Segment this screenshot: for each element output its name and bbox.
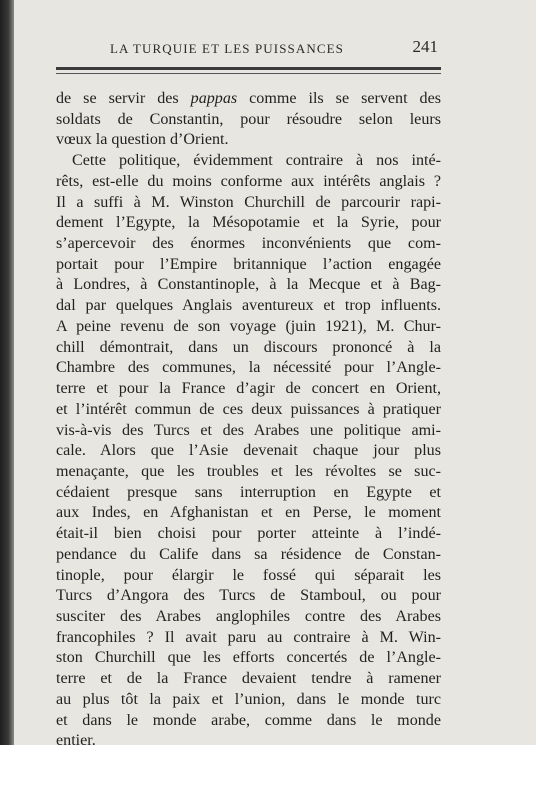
text-line: terre et de la France devaient tendre à ramener: [56, 670, 441, 688]
text-line: pendance du Calife dans sa résidence de Constan-: [56, 545, 441, 563]
text-line: soldats de Constantin, pour résoudre selon leurs: [56, 110, 441, 128]
text-line: dal par quelques Anglais aventureux et trop influents.: [56, 297, 441, 315]
text-line: rêts, est-elle du moins conforme aux intérêts anglais ?: [56, 172, 441, 190]
text-line: au plus tôt la paix et l’union, dans le monde turc: [56, 690, 441, 708]
italic-word: pappas: [190, 90, 238, 107]
text-line: vœux la question d’Orient.: [56, 131, 229, 149]
text-line: tinople, pour élargir le fossé qui séparait les: [56, 566, 441, 584]
text-line: dement l’Egypte, la Mésopotamie et la Syrie, pour: [56, 214, 441, 232]
text-line: A peine revenu de son voyage (juin 1921), M. Chur-: [56, 317, 441, 335]
text-line: Chambre des communes, la nécessité pour l’Angle-: [56, 359, 441, 377]
text-line: à Londres, à Constantinople, à la Mecque et à Bag-: [56, 276, 441, 294]
scan-binding-edge: [0, 0, 14, 745]
text-line: terre et pour la France d’agir de concert en Orient,: [56, 380, 441, 398]
text-line: cale. Alors que l’Asie devenait chaque jour plus: [56, 442, 441, 460]
text-line: cédaient presque sans interruption en Egypte et: [56, 483, 441, 501]
text-line: entier.: [56, 732, 96, 750]
text-line: aux Indes, en Afghanistan et en Perse, le moment: [56, 504, 441, 522]
text-line: et l’intérêt commun de ces deux puissances à pratiquer: [56, 400, 441, 418]
text-line: et dans le monde arabe, comme dans le monde: [56, 711, 441, 729]
page-header: [110, 38, 438, 58]
text-line: menaçante, que les troubles et les révoltes se suc-: [56, 462, 441, 480]
text-line: de se servir des pappas comme ils se servent des: [56, 90, 441, 107]
running-title: LA TURQUIE ET LES PUISSANCES: [110, 41, 345, 56]
body-text: [56, 89, 441, 752]
text-line: s’apercevoir des énormes inconvénients que com-: [56, 235, 441, 253]
header-rule-thin: [56, 73, 441, 74]
page-number: 241: [412, 37, 438, 56]
text-line: francophiles ? Il avait paru au contraire à M. Win-: [56, 628, 441, 646]
text-line: ston Churchill que les efforts concertés de l’Angle-: [56, 649, 441, 667]
book-page: [14, 0, 536, 750]
text-line: chill démontrait, dans un discours prononcé à la: [56, 338, 441, 356]
text-line: Turcs d’Angora des Turcs de Stamboul, ou pour: [56, 587, 441, 605]
text-line: portait pour l’Empire britannique l’action engagée: [56, 255, 441, 273]
text-line: susciter des Arabes anglophiles contre des Arabes: [56, 607, 441, 625]
text-line: vis-à-vis des Turcs et des Arabes une politique ami-: [56, 421, 441, 439]
text-line: Il a suffi à M. Winston Churchill de parcourir rapi-: [56, 193, 441, 211]
text-line: était-il bien choisi pour porter atteinte à l’indé-: [56, 525, 441, 543]
paragraph-first-line: Cette politique, évidemment contraire à nos inté-: [72, 152, 441, 170]
header-rule-thick: [56, 67, 441, 70]
